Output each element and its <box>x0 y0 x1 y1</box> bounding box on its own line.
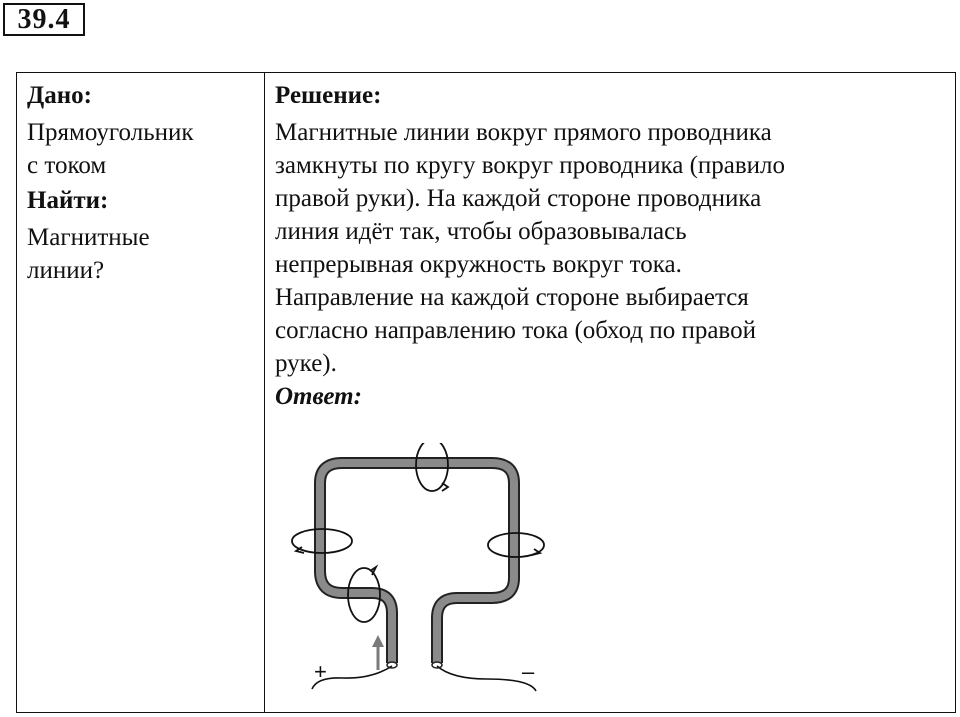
plus-label: + <box>314 659 327 684</box>
given-column <box>27 79 259 287</box>
wire-outline <box>320 463 514 663</box>
answer-label: Ответ: <box>275 383 362 410</box>
current-arrow <box>372 635 384 670</box>
wire-end-left <box>387 662 397 668</box>
solution-heading: Решение: <box>275 82 382 109</box>
wire-body <box>320 463 514 663</box>
wire-end-right <box>432 662 442 668</box>
minus-label: – <box>522 659 535 684</box>
problem-number: 39.4 <box>3 3 85 36</box>
column-divider <box>264 73 265 712</box>
find-text: Магнитные линии? <box>27 224 150 284</box>
find-heading: Найти: <box>27 187 109 214</box>
given-text: Прямоугольник с током <box>27 119 194 179</box>
solution-column <box>275 79 945 413</box>
solution-table <box>16 72 956 713</box>
given-heading: Дано: <box>27 82 92 109</box>
solution-text: Магнитные линии вокруг прямого проводника замкнуты по кругу вокруг проводника (правило правой руки). На каждой стороне проводника линия идёт так, чтобы образовывалась непрерывная окружность вокруг тока. Направление на каждой стороне выбирается согласно направлению тока (обход по правой руке). <box>275 119 786 377</box>
magnetic-field-diagram <box>272 443 572 708</box>
